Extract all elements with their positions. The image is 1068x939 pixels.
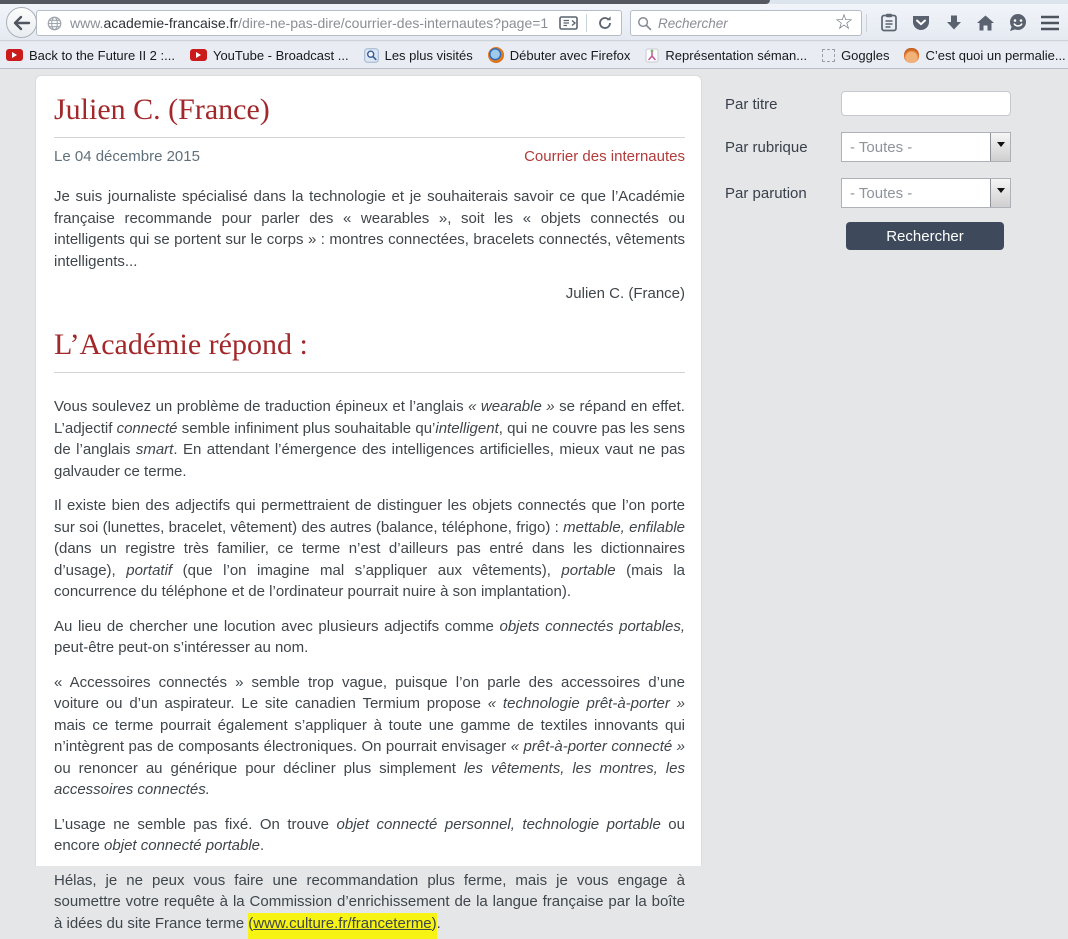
download-icon[interactable] <box>942 11 966 35</box>
page-background <box>0 70 1068 932</box>
filter-label-rubrique: Par rubrique <box>725 139 808 156</box>
answer-rule <box>54 372 685 373</box>
paragraph: Hélas, je ne peux vous faire une recommandation plus ferme, mais je vous engage à soumettre votre requête à la Commission d’enrichissement de la langue française par la boîte à idées du site France terme (www.culture.fr/franceterme). <box>54 870 685 935</box>
franceterme-link[interactable]: www.culture.fr/franceterme <box>253 913 431 939</box>
star-glyph: ☆ <box>834 10 854 34</box>
category-link[interactable]: Courrier des internautes <box>524 148 685 165</box>
article-card <box>35 75 702 932</box>
youtube-icon <box>6 49 23 61</box>
filter-label-titre: Par titre <box>725 96 778 113</box>
menu-hamburger-icon[interactable] <box>1038 11 1062 35</box>
bookmark-label: Représentation séman... <box>665 47 808 63</box>
bookmarks-menu-icon[interactable] <box>877 11 901 35</box>
article-title: Julien C. (France) <box>54 93 270 126</box>
bookmark-item[interactable] <box>822 48 889 63</box>
globe-favicon <box>47 16 62 31</box>
navigation-toolbar <box>0 4 1068 41</box>
back-arrow-icon <box>13 16 31 30</box>
rubrique-select[interactable] <box>841 132 1011 162</box>
divider <box>586 14 587 32</box>
highlight-annotation: ) <box>432 913 437 939</box>
toolbar-icons <box>828 4 1068 41</box>
highlight-annotation: ( <box>248 913 253 939</box>
answer-paragraphs <box>54 396 685 934</box>
url-domain: academie-francaise.fr <box>103 15 239 31</box>
bookmark-item[interactable] <box>645 48 807 63</box>
reading-list-icon[interactable] <box>556 11 580 35</box>
filter-label-parution: Par parution <box>725 185 807 202</box>
question-paragraphs <box>54 186 685 272</box>
most-visited-icon <box>364 48 379 63</box>
chevron-down-icon[interactable] <box>990 133 1010 161</box>
bookmark-item[interactable] <box>488 47 631 63</box>
parution-select-value: - Toutes - <box>850 184 913 202</box>
url-bar[interactable] <box>36 10 622 36</box>
home-icon[interactable] <box>974 11 998 35</box>
rechercher-button[interactable]: Rechercher <box>846 222 1004 250</box>
search-filter-sidebar <box>702 70 1068 866</box>
paragraph: Au lieu de chercher une locution avec plusieurs adjectifs comme objets connectés portables, peut-être peut-on s’intéresser au nom. <box>54 617 686 656</box>
article-date: Le 04 décembre 2015 <box>54 148 200 165</box>
hello-chat-icon[interactable] <box>1006 11 1030 35</box>
parution-select[interactable] <box>841 178 1011 208</box>
youtube-icon <box>190 49 207 61</box>
titre-input[interactable] <box>841 91 1011 116</box>
reload-icon[interactable] <box>593 11 617 35</box>
article-meta <box>54 148 685 165</box>
semantic-icon <box>645 48 659 63</box>
chevron-down-icon[interactable] <box>990 179 1010 207</box>
paragraph: L’usage ne semble pas fixé. On trouve objet connecté personnel, technologie portable ou encore objet connecté portable. <box>54 815 685 854</box>
bookmark-star-icon[interactable] <box>832 11 856 35</box>
search-icon <box>637 16 652 31</box>
paragraph: Il existe bien des adjectifs qui permettraient de distinguer les objets connectés que l’on porte sur soi (lunettes, bracelet, vêtement) des autres (balance, téléphone, frigo) : mettable, enfilable (dans un registre très familier, ce terme n’est d’ailleurs pas entré dans les dictionnaires d’usage), portatif (que l’on imagine mal s’appliquer aux vêtements), portable (mais la concurrence du téléphone et de l’ordinateur pourrait nuire à son implantation). <box>54 497 685 600</box>
bookmark-label: YouTube - Broadcast ... <box>212 47 349 63</box>
person-icon <box>904 48 919 63</box>
back-button[interactable] <box>6 7 37 38</box>
dashed-square-icon <box>822 49 835 62</box>
paragraph: Vous soulevez un problème de traduction épineux et l’anglais « wearable » se répand en effet. L’adjectif connecté semble infiniment plus souhaitable qu’intelligent, qui ne couvre pas les sens de l’anglais smart. En attendant l’émergence des intelligences artificielles, mieux vaut ne pas galvauder ce terme. <box>54 398 685 480</box>
bookmark-label: Les plus visités <box>384 47 473 63</box>
bookmark-item[interactable] <box>364 48 473 63</box>
rubrique-select-value: - Toutes - <box>850 138 913 156</box>
bookmarks-bar <box>0 42 1068 69</box>
answer-title: L’Académie répond : <box>54 328 308 361</box>
bookmark-item[interactable] <box>904 48 1065 63</box>
search-input[interactable] <box>658 16 855 31</box>
paragraph: Je suis journaliste spécialisé dans la technologie et je souhaiterais savoir ce que l’Académie française recommande pour parler des « wearables », soit les « objets connectés ou intelligents qui se portent sur le corps » : montres connectées, bracelets connectés, vêtements intelligents... <box>54 188 685 270</box>
bookmark-label: Goggles <box>841 47 890 63</box>
bookmark-label: C’est quoi un permalie... <box>925 47 1066 63</box>
question-signature: Julien C. (France) <box>565 285 685 302</box>
bookmark-label: Back to the Future II 2 :... <box>29 47 175 63</box>
title-rule <box>54 137 685 138</box>
paragraph: « Accessoires connectés » semble trop vague, puisque l’on parle des accessoires d’une voiture ou d’un aspirateur. Le site canadien Termium propose « technologie prêt-à-porter » mais ce terme pourrait également s’appliquer à toute une gamme de textiles innovants qui n’intègrent pas de composants électroniques. On pourrait envisager « prêt-à-porter connecté » ou renoncer au générique pour décliner plus simplement les vêtements, les montres, les accessoires connectés. <box>54 673 686 798</box>
firefox-icon <box>488 47 504 63</box>
divider <box>866 14 867 32</box>
bookmark-item[interactable] <box>6 48 175 63</box>
bookmark-item[interactable] <box>190 48 349 63</box>
pocket-icon[interactable] <box>909 11 933 35</box>
url-text: www.academie-francaise.fr/dire-ne-pas-dire/courrier-des-internautes?page=1 <box>70 15 549 31</box>
bookmark-label: Débuter avec Firefox <box>509 47 631 63</box>
